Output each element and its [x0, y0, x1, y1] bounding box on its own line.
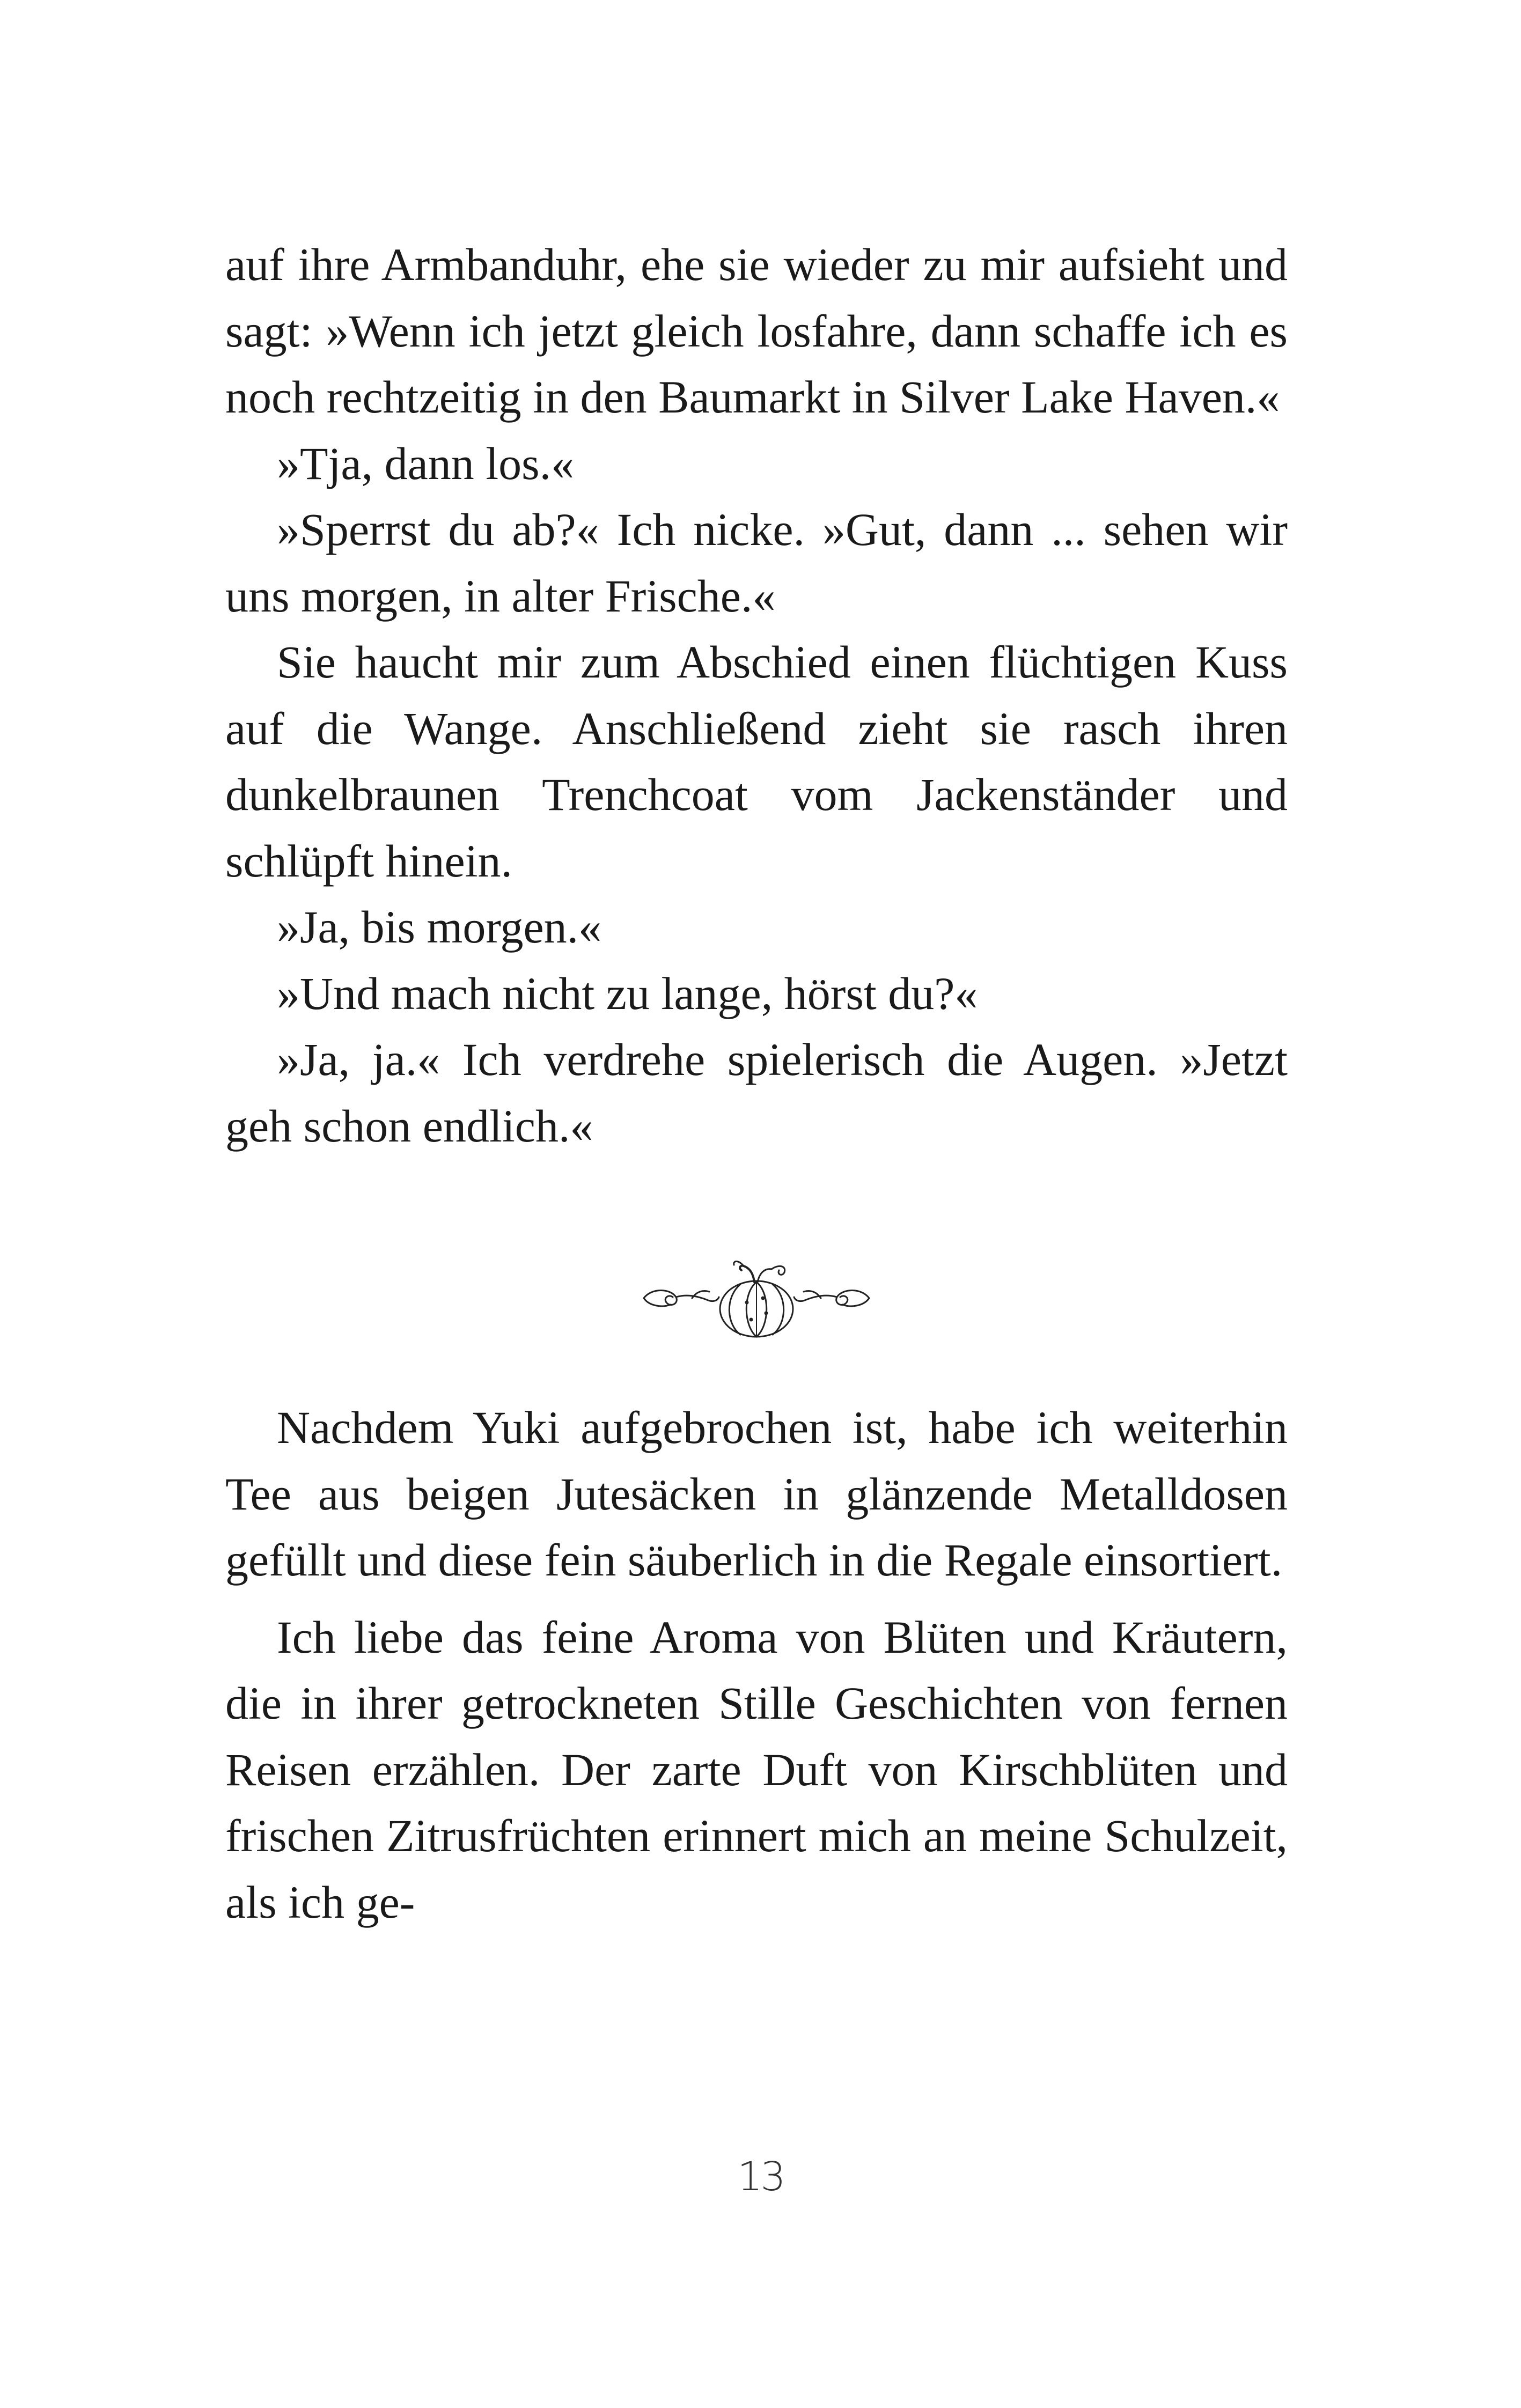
- paragraph: Nachdem Yuki aufgebrochen ist, habe ich weiterhin Tee aus beigen Jutesäcken in glänzende Metalldosen gefüllt und diese fein säuberlich in die Regale einsortiert.: [225, 1402, 1288, 1586]
- text-section-bottom: [225, 1395, 1288, 1935]
- paragraph: Sie haucht mir zum Abschied einen flüchtigen Kuss auf die Wange. Anschließend zieht sie rasch ihren dunkelbraunen Trenchcoat vom Jackenständer und schlüpft hinein.: [225, 636, 1288, 887]
- text-section-top: [225, 232, 1288, 1159]
- paragraph: Ich liebe das feine Aroma von Blüten und Kräutern, die in ihrer getrockneten Stille Geschichten von fernen Reisen erzählen. Der zarte Duft von Kirschblüten und frischen Zitrusfrüchten erinnert mich an meine Schulzeit, als ich ge-: [225, 1611, 1288, 1928]
- paragraph: »Ja, ja.« Ich verdrehe spielerisch die Augen. »Jetzt geh schon endlich.«: [225, 1034, 1288, 1152]
- page-number: 13: [737, 2154, 784, 2200]
- paragraph: »Tja, dann los.«: [277, 437, 575, 489]
- paragraph: auf ihre Armbanduhr, ehe sie wieder zu mir aufsieht und sagt: »Wenn ich jetzt gleich losfahre, dann schaffe ich es noch rechtzeitig in den Baumarkt in Silver Lake Haven.«: [225, 239, 1288, 423]
- paragraph: »Sperrst du ab?« Ich nicke. »Gut, dann ... sehen wir uns morgen, in alter Frische.«: [225, 504, 1288, 622]
- paragraph: »Und mach nicht zu lange, hörst du?«: [277, 967, 978, 1019]
- paragraph: »Ja, bis morgen.«: [277, 901, 602, 953]
- pumpkin-flourish-icon: [633, 1244, 880, 1346]
